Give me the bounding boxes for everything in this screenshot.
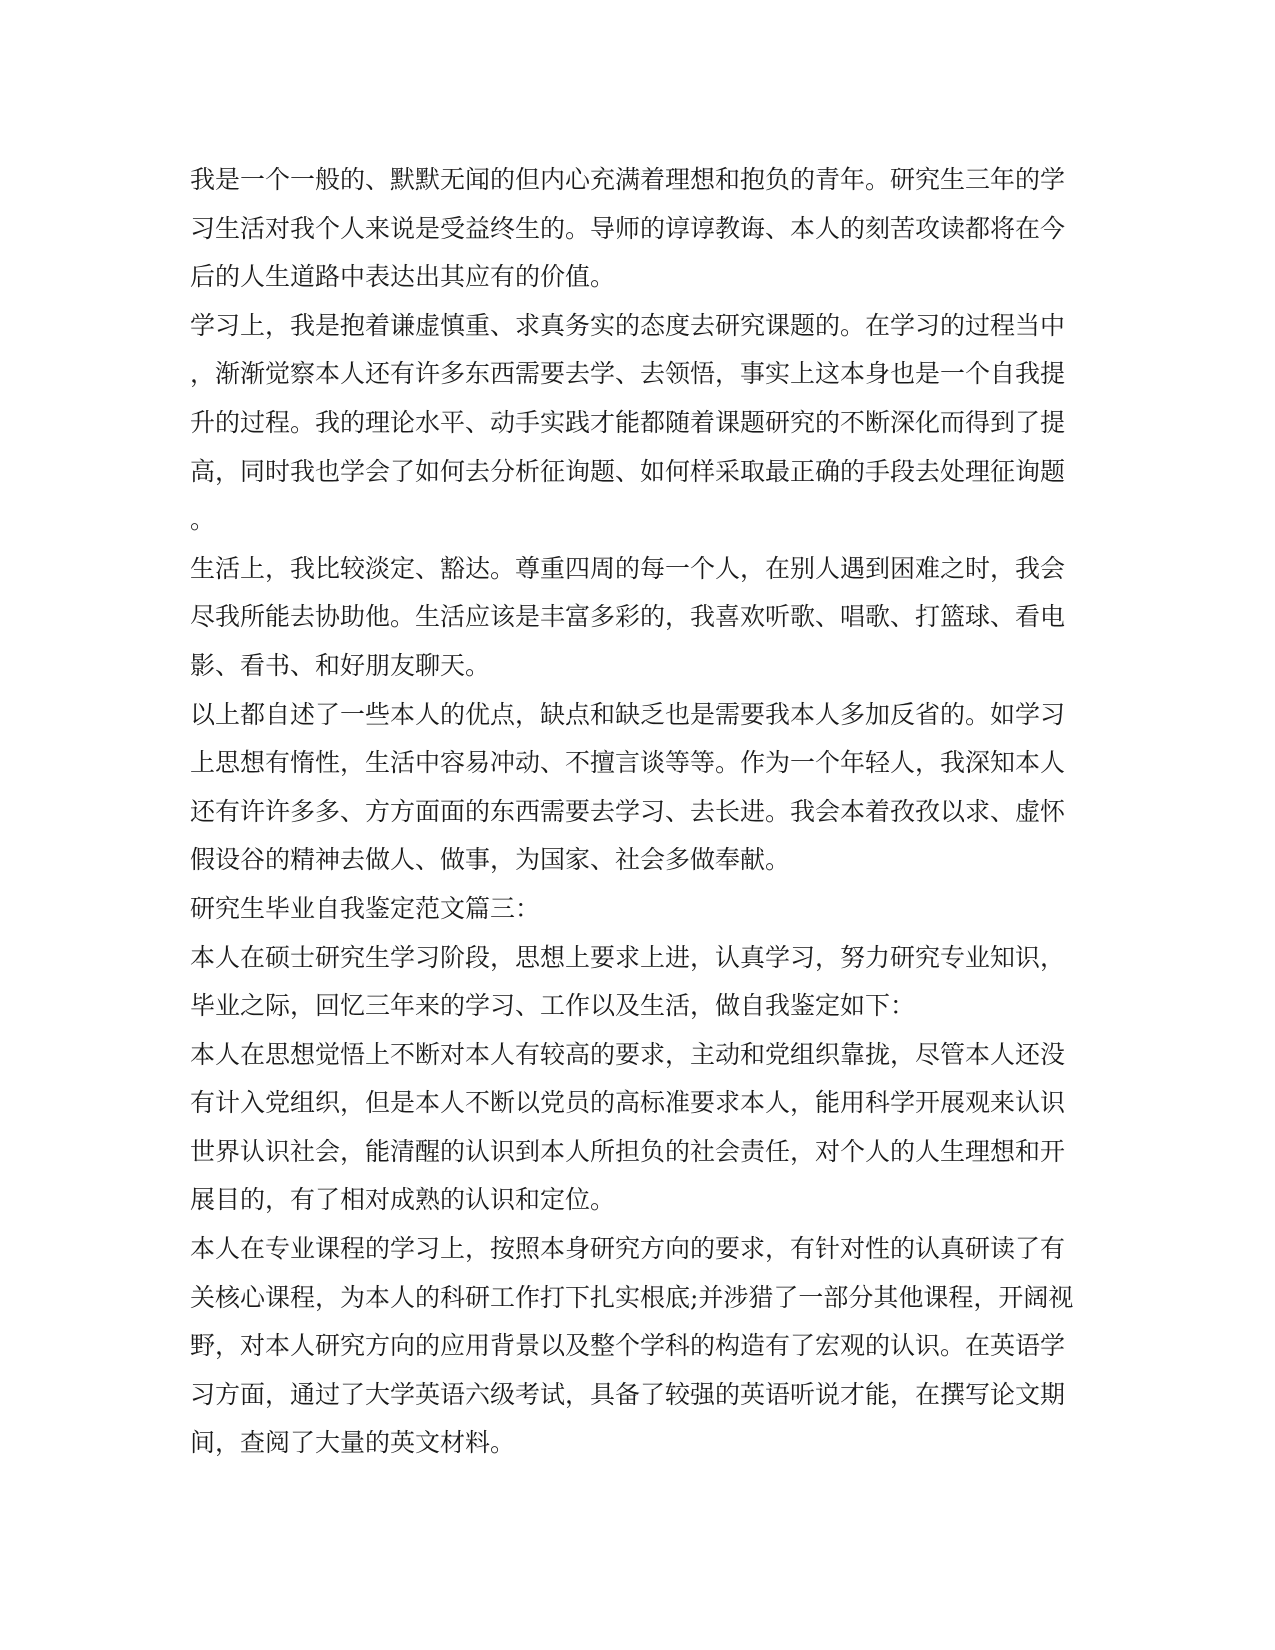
text-line: 本人在专业课程的学习上，按照本身研究方向的要求，有针对性的认真研读了有 [190,1234,1066,1264]
text-line: 生活上，我比较淡定、豁达。尊重四周的每一个人，在别人遇到困难之时，我会 [190,553,1066,583]
text-line: ，渐渐觉察本人还有许多东西需要去学、去领悟，事实上这本身也是一个自我提 [190,359,1066,389]
text-line: 我是一个一般的、默默无闻的但内心充满着理想和抱负的青年。研究生三年的学 [190,165,1066,194]
text-line: 高，同时我也学会了如何去分析征询题、如何样采取最正确的手段去处理征询题 [190,456,1066,486]
text-line: 野，对本人研究方向的应用背景以及整个学科的构造有了宏观的认识。在英语学 [190,1331,1066,1361]
text-line: 尽我所能去协助他。生活应该是丰富多彩的，我喜欢听歌、唱歌、打篮球、看电 [190,602,1066,632]
text-line: 本人在硕士研究生学习阶段，思想上要求上进，认真学习，努力研究专业知识， [190,942,1066,972]
text-line: 习方面，通过了大学英语六级考试，具备了较强的英语听说才能，在撰写论文期 [190,1379,1066,1409]
text-line: 展目的，有了相对成熟的认识和定位。 [190,1185,616,1215]
text-line: 世界认识社会，能清醒的认识到本人所担负的社会责任，对个人的人生理想和开 [190,1136,1066,1166]
document-body [190,156,1075,1468]
text-line: 以上都自述了一些本人的优点，缺点和缺乏也是需要我本人多加反省的。如学习 [190,699,1066,729]
text-line: 习生活对我个人来说是受益终生的。导师的谆谆教诲、本人的刻苦攻读都将在今 [190,213,1066,243]
section-heading: 研究生毕业自我鉴定范文篇三： [190,893,541,923]
text-line: 学习上，我是抱着谦虚慎重、求真务实的态度去研究课题的。在学习的过程当中 [190,310,1066,340]
text-line: 间，查阅了大量的英文材料。 [190,1428,516,1458]
text-line: 后的人生道路中表达出其应有的价值。 [190,262,616,292]
text-line: 有计入党组织，但是本人不断以党员的高标准要求本人，能用科学开展观来认识 [190,1088,1066,1118]
text-line: 上思想有惰性，生活中容易冲动、不擅言谈等等。作为一个年轻人，我深知本人 [190,748,1066,778]
text-line: 假设谷的精神去做人、做事，为国家、社会多做奉献。 [190,845,791,875]
text-line: 升的过程。我的理论水平、动手实践才能都随着课题研究的不断深化而得到了提 [190,407,1066,437]
text-line: 。 [190,505,216,535]
text-line: 影、看书、和好朋友聊天。 [190,650,491,680]
text-line: 毕业之际，回忆三年来的学习、工作以及生活，做自我鉴定如下： [190,991,916,1021]
text-line: 本人在思想觉悟上不断对本人有较高的要求，主动和党组织靠拢，尽管本人还没 [190,1039,1066,1069]
text-line: 关核心课程，为本人的科研工作打下扎实根底;并涉猎了一部分其他课程，开阔视 [190,1282,1074,1312]
text-line: 还有许许多多、方方面面的东西需要去学习、去长进。我会本着孜孜以求、虚怀 [190,796,1066,826]
